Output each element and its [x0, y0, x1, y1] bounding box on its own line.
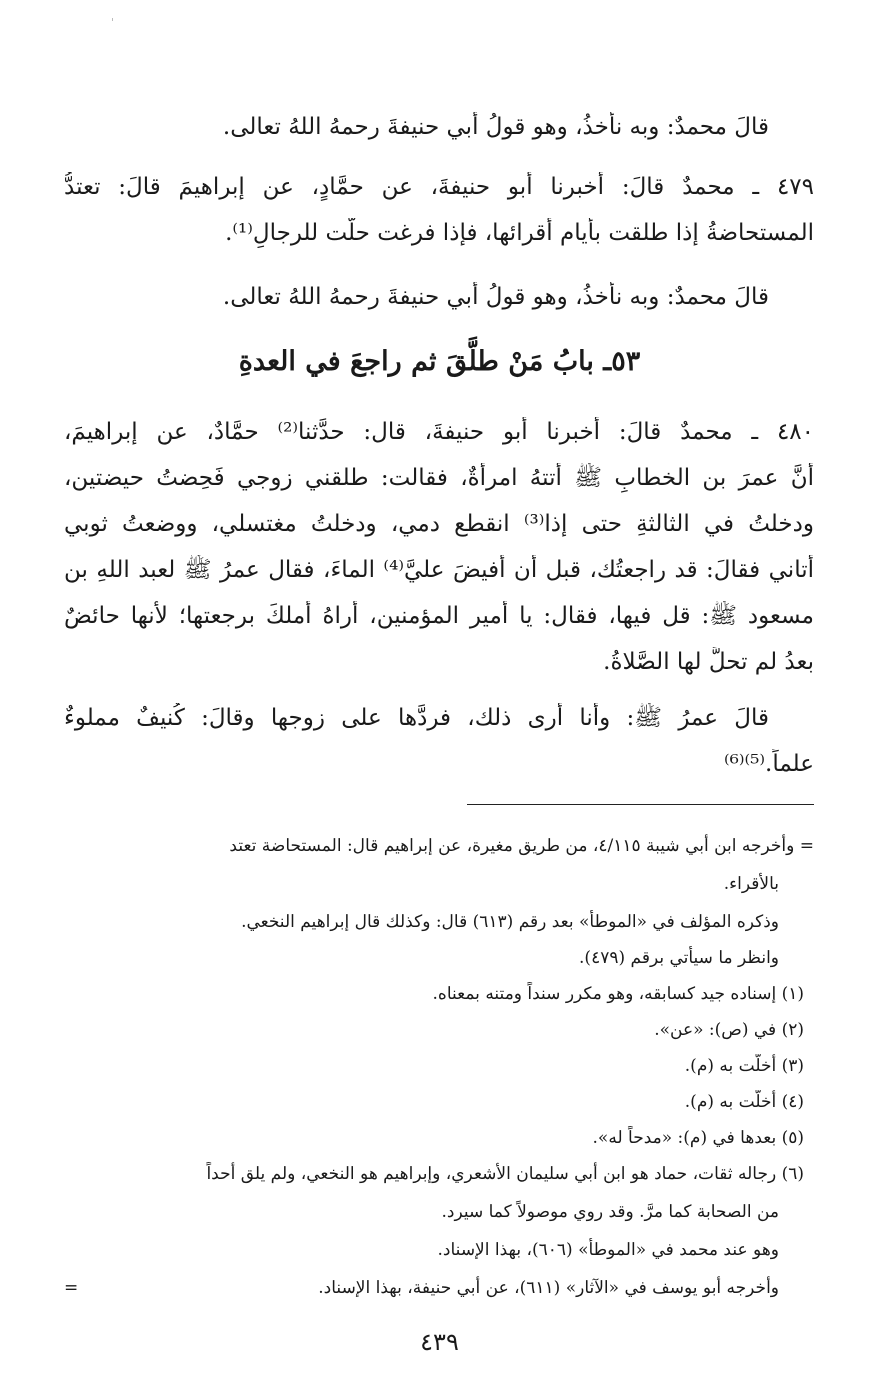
footnote-continued-line-4: وانظر ما سيأتي برقم (٤٧٩). [579, 948, 779, 968]
page-number: ٤٣٩ [420, 1328, 459, 1356]
footnote-divider [467, 804, 814, 805]
paragraph-statement-1: قالَ محمدٌ: وبه نأخذُ، وهو قولُ أبي حنيفةَ رحمهُ اللهُ تعالى. [222, 114, 769, 140]
footnote-4: (٤) أخلَّت به (م). [684, 1092, 804, 1112]
footnote-2: (٢) في (ص): «عن». [654, 1020, 804, 1040]
hadith-480-line-5: مسعود ﷺ: قل فيها، فقال: يا أمير المؤمنين، أراهُ أملكَ برجعتها؛ لأنها حائضٌ [64, 603, 814, 629]
hadith-480-line-6: بعدُ لم تحلَّ لها الصَّلاةُ. [603, 649, 814, 675]
umar-statement-line-2: علماً.⁽⁵⁾⁽⁶⁾ [723, 751, 814, 777]
scan-mark [112, 18, 113, 21]
hadith-480-line-2: أنَّ عمرَ بن الخطابِ ﷺ أتتهُ امرأةٌ، فقالت: طلقني زوجي فَحِضتُ حيضتين، [64, 465, 814, 491]
hadith-479-line-2: المستحاضةُ إذا طلقت بأيام أقرائها، فإذا فرغت حلَّت للرجالِ⁽¹⁾. [225, 220, 814, 246]
footnote-3: (٣) أخلَّت به (م). [684, 1056, 804, 1076]
footnote-6-line-2: من الصحابة كما مرَّ. وقد روي موصولاً كما سيرد. [441, 1202, 779, 1222]
footnote-continued-line-1: = وأخرجه ابن أبي شيبة ٤/١١٥، من طريق مغيرة، عن إبراهيم قال: المستحاضة تعتد [229, 836, 814, 856]
paragraph-statement-2: قالَ محمدٌ: وبه نأخذُ، وهو قولُ أبي حنيفةَ رحمهُ اللهُ تعالى. [222, 284, 769, 310]
hadith-480-line-4: أتاني فقالَ: قد راجعتُك، قبل أن أفيضَ عليَّ⁽⁴⁾ الماءَ، فقال عمرُ ﷺ لعبد اللهِ بن [64, 557, 814, 583]
footnote-5: (٥) بعدها في (م): «مدحاً له». [592, 1128, 804, 1148]
continuation-mark: = [64, 1278, 79, 1298]
hadith-480-line-1: ٤٨٠ ـ محمدٌ قالَ: أخبرنا أبو حنيفةَ، قال: حدَّثنا⁽²⁾ حمَّادٌ، عن إبراهيمَ، [64, 419, 814, 445]
umar-statement-line-1: قالَ عمرُ ﷺ: وأنا أرى ذلك، فردَّها على زوجها وقالَ: كُنيفٌ مملوءٌ [64, 705, 769, 731]
footnote-1: (١) إسناده جيد كسابقه، وهو مكرر سنداً ومتنه بمعناه. [432, 984, 804, 1004]
footnote-continued-line-2: بالأقراء. [723, 874, 779, 894]
footnote-continued-line-3: وذكره المؤلف في «الموطأ» بعد رقم (٦١٣) قال: وكذلك قال إبراهيم النخعي. [241, 912, 779, 932]
footnote-6-line-4: وأخرجه أبو يوسف في «الآثار» (٦١١)، عن أبي حنيفة، بهذا الإسناد. [318, 1278, 779, 1298]
chapter-heading: ٥٣ـ بابُ مَنْ طلَّقَ ثم راجعَ في العدةِ [238, 346, 641, 377]
hadith-479-line-1: ٤٧٩ ـ محمدٌ قالَ: أخبرنا أبو حنيفةَ، عن حمَّادٍ، عن إبراهيمَ قالَ: تعتدُّ [64, 174, 814, 200]
hadith-480-line-3: ودخلتُ في الثالثةِ حتى إذا⁽³⁾ انقطع دمي، ودخلتُ مغتسلي، ووضعتُ ثوبي [64, 511, 814, 537]
footnote-6-line-3: وهو عند محمد في «الموطأ» (٦٠٦)، بهذا الإسناد. [437, 1240, 779, 1260]
footnote-6-line-1: (٦) رجاله ثقات، حماد هو ابن أبي سليمان الأشعري، وإبراهيم هو النخعي، ولم يلق أحداً [206, 1164, 804, 1184]
